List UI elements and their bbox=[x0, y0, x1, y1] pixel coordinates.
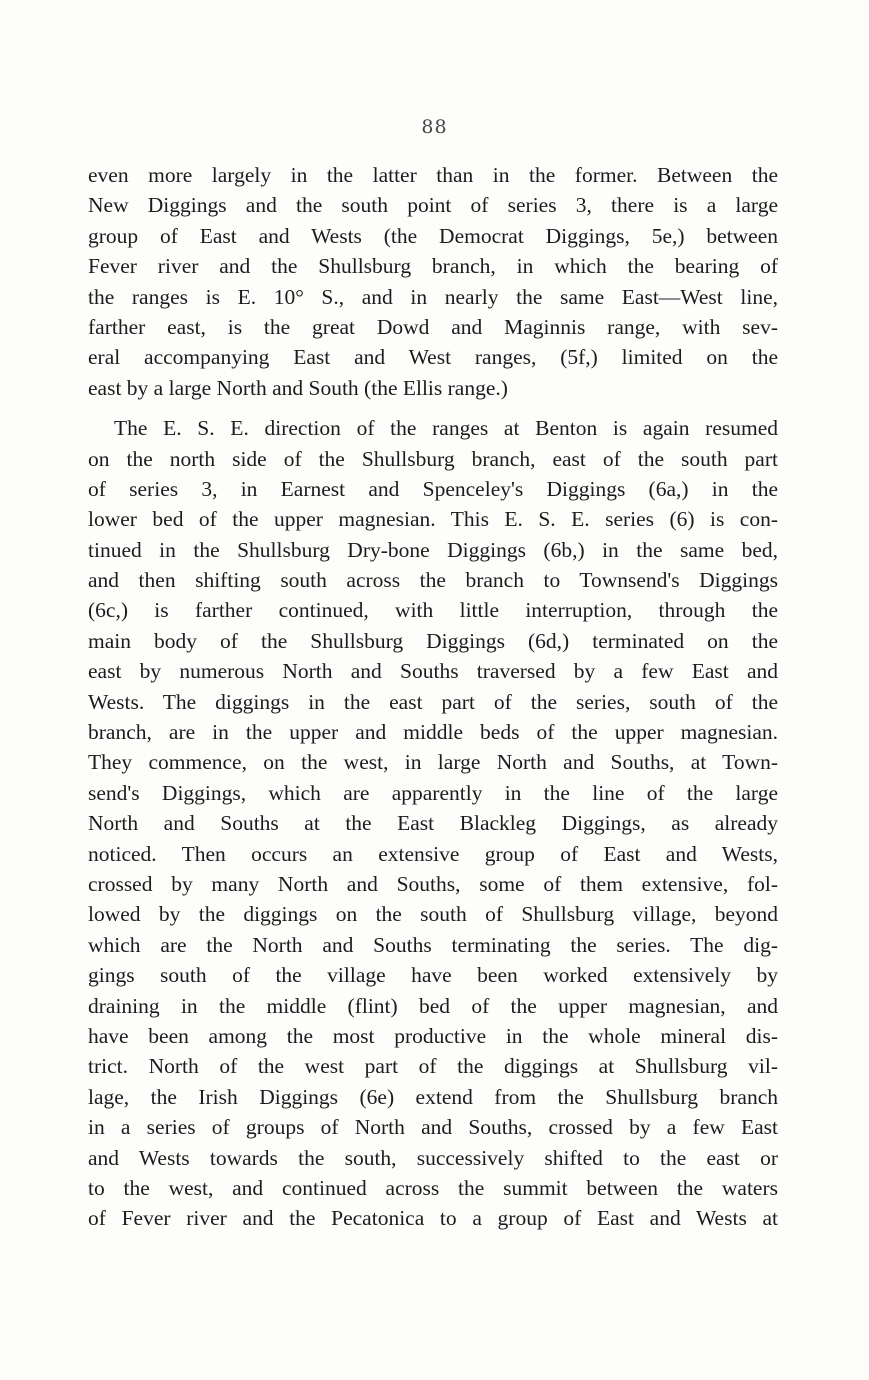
text-line: trict. North of the west part of the diggings at Shullsburg vil- bbox=[88, 1054, 778, 1079]
text-line: draining in the middle (flint) bed of the upper magnesian, and bbox=[88, 993, 778, 1018]
text-line: tinued in the Shullsburg Dry-bone Diggings (6b,) in the same bed, bbox=[88, 537, 778, 562]
paragraph-gap bbox=[88, 403, 778, 413]
text-line: of series 3, in Earnest and Spenceley's Diggings (6a,) in the bbox=[88, 476, 778, 501]
text-line: eral accompanying East and West ranges, (5f,) limited on the bbox=[88, 345, 778, 370]
text-line: The E. S. E. direction of the ranges at Benton is again resumed bbox=[114, 416, 778, 441]
text-line: the ranges is E. 10° S., and in nearly the same East—West line, bbox=[88, 284, 778, 309]
page-number: 88 bbox=[421, 116, 448, 138]
text-line: and Wests towards the south, successively shifted to the east or bbox=[88, 1145, 778, 1170]
text-line: Wests. The diggings in the east part of the series, south of the bbox=[88, 689, 778, 714]
body-text bbox=[88, 160, 778, 1234]
text-line: gings south of the village have been worked extensively by bbox=[88, 963, 778, 988]
text-line: main body of the Shullsburg Diggings (6d,) terminated on the bbox=[88, 628, 778, 653]
text-line: in a series of groups of North and Souths, crossed by a few East bbox=[88, 1115, 778, 1140]
text-line: branch, are in the upper and middle beds of the upper magnesian. bbox=[88, 720, 778, 745]
text-line: (6c,) is farther continued, with little interruption, through the bbox=[88, 598, 778, 623]
text-line: They commence, on the west, in large North and Souths, at Town- bbox=[88, 750, 778, 775]
text-line: to the west, and continued across the summit between the waters bbox=[88, 1175, 778, 1200]
paragraph-1 bbox=[88, 160, 778, 403]
text-line: on the north side of the Shullsburg branch, east of the south part bbox=[88, 446, 778, 471]
text-line: even more largely in the latter than in the former. Between the bbox=[88, 163, 778, 187]
text-line: group of East and Wests (the Democrat Diggings, 5e,) between bbox=[88, 223, 778, 248]
text-line: east by a large North and South (the Ellis range.) bbox=[88, 375, 508, 400]
text-line: and then shifting south across the branch to Townsend's Diggings bbox=[88, 568, 778, 593]
text-line: send's Diggings, which are apparently in the line of the large bbox=[88, 780, 778, 805]
text-line: have been among the most productive in the whole mineral dis- bbox=[88, 1023, 778, 1048]
text-line: lowed by the diggings on the south of Shullsburg village, beyond bbox=[88, 902, 778, 927]
text-line: lage, the Irish Diggings (6e) extend from the Shullsburg branch bbox=[88, 1084, 778, 1109]
text-line: east by numerous North and Souths traversed by a few East and bbox=[88, 659, 778, 684]
text-line: Fever river and the Shullsburg branch, in which the bearing of bbox=[88, 254, 778, 279]
text-line: which are the North and Souths terminating the series. The dig- bbox=[88, 932, 778, 957]
text-line: of Fever river and the Pecatonica to a group of East and Wests at bbox=[88, 1206, 778, 1231]
text-line: North and Souths at the East Blackleg Diggings, as already bbox=[88, 811, 778, 836]
text-line: farther east, is the great Dowd and Maginnis range, with sev- bbox=[88, 314, 778, 339]
paragraph-2 bbox=[88, 413, 778, 1234]
text-line: noticed. Then occurs an extensive group of East and Wests, bbox=[88, 841, 778, 866]
text-line: crossed by many North and Souths, some of them extensive, fol- bbox=[88, 871, 778, 896]
text-line: New Diggings and the south point of series 3, there is a large bbox=[88, 193, 778, 218]
text-line: lower bed of the upper magnesian. This E. S. E. series (6) is con- bbox=[88, 507, 778, 532]
